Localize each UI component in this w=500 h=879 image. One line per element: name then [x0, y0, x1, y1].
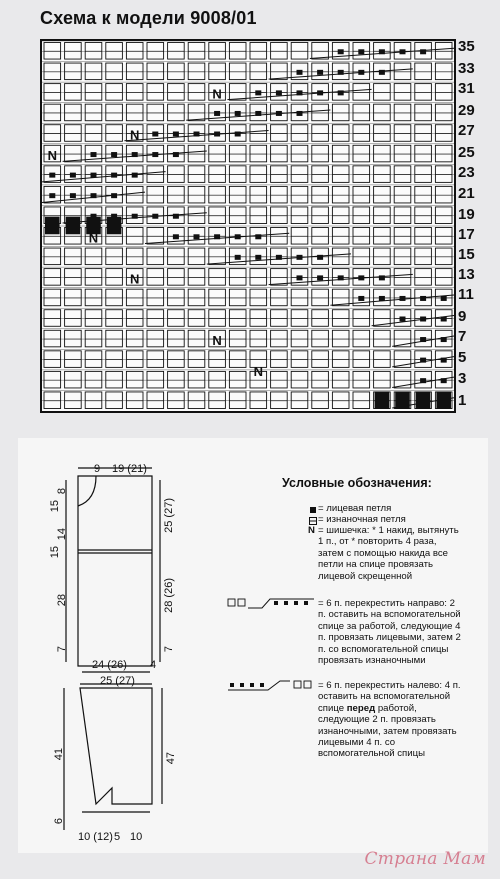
legend-cross-left: = 6 п. перекрестить налево: 4 п. оставить на вспомогательной спице перед работой, следующие 2 п. провязать изнаночными, затем провязать лицевыми 4 п. со вспомогательной спицы	[318, 680, 461, 760]
legend-knit: = лицевая петля	[318, 503, 392, 514]
svg-text:N: N	[253, 364, 263, 380]
row-number-31: 31	[458, 80, 475, 97]
cross-right-symbol-icon	[226, 596, 318, 610]
dim-right-3: 7	[163, 646, 175, 653]
svg-text:N: N	[212, 333, 222, 349]
dim-bottom-2: 4	[150, 659, 157, 671]
watermark: Страна Мам	[364, 849, 486, 869]
row-number-7: 7	[458, 328, 467, 345]
svg-text:N: N	[88, 230, 99, 246]
dim-left-5: 28	[56, 594, 68, 607]
body-schematic	[66, 468, 160, 672]
dim-left-6: 7	[56, 646, 68, 653]
dim-left-4: 15	[49, 546, 61, 559]
row-number-27: 27	[458, 122, 475, 139]
legend-title: Условные обозначения:	[282, 476, 432, 490]
dim-left-3: 14	[56, 528, 68, 541]
svg-text:N: N	[130, 271, 140, 287]
sleeve-bottom-2: 5	[114, 831, 121, 843]
dim-top-width: 19 (21)	[112, 463, 147, 475]
row-number-3: 3	[458, 370, 467, 387]
row-number-23: 23	[458, 164, 475, 181]
dim-bottom-1: 24 (26)	[92, 659, 127, 671]
row-number-33: 33	[458, 60, 475, 77]
row-number-1: 1	[458, 392, 467, 409]
sleeve-bottom-3: 10	[130, 831, 143, 843]
stitch-grid	[42, 41, 454, 411]
sleeve-top-width: 25 (27)	[100, 675, 135, 687]
sleeve-left-2: 6	[53, 818, 65, 825]
row-number-29: 29	[458, 102, 475, 119]
legend-purl: = изнаночная петля	[318, 514, 406, 525]
sleeve-right: 47	[165, 752, 177, 765]
cross-left-symbol-icon	[226, 678, 318, 692]
row-number-19: 19	[458, 206, 475, 223]
knit-symbol-icon	[308, 505, 318, 515]
bobble-symbol: N	[308, 525, 315, 536]
dim-right-1: 25 (27)	[163, 498, 175, 533]
dim-right-2: 28 (26)	[163, 578, 175, 613]
sleeve-bottom-1: 10 (12)	[78, 831, 113, 843]
dim-top-left: 9	[94, 463, 101, 475]
row-number-15: 15	[458, 246, 475, 263]
row-number-35: 35	[458, 38, 475, 55]
chart-title: Схема к модели 9008/01	[40, 8, 257, 28]
row-number-13: 13	[458, 266, 475, 283]
row-number-21: 21	[458, 185, 475, 202]
garment-schematics	[0, 440, 280, 860]
row-number-11: 11	[458, 286, 474, 303]
svg-text:N: N	[212, 86, 222, 102]
row-number-5: 5	[458, 349, 467, 366]
sleeve-schematic	[64, 684, 162, 830]
row-number-25: 25	[458, 144, 475, 161]
sleeve-left-1: 41	[53, 748, 65, 761]
legend-bobble: = шишечка: * 1 накид, вытянуть 1 п., от * повторить 4 раза, затем с помощью накида все петли на спице провязать лицевой скрещенной	[318, 525, 459, 582]
svg-text:N: N	[47, 148, 57, 164]
dim-left-2: 8	[56, 488, 68, 495]
legend-cross-right: = 6 п. перекрестить направо: 2 п. оставить на вспомогательной спице за работой, следующие 4 п. провязать лицевыми, затем 2 п. со вспомогательной спицы провязать изнаночными	[318, 598, 461, 667]
dim-left-1: 15	[49, 500, 61, 513]
svg-text:N: N	[130, 127, 140, 143]
row-number-9: 9	[458, 308, 467, 325]
row-number-17: 17	[458, 226, 475, 243]
stitch-chart	[40, 39, 456, 413]
